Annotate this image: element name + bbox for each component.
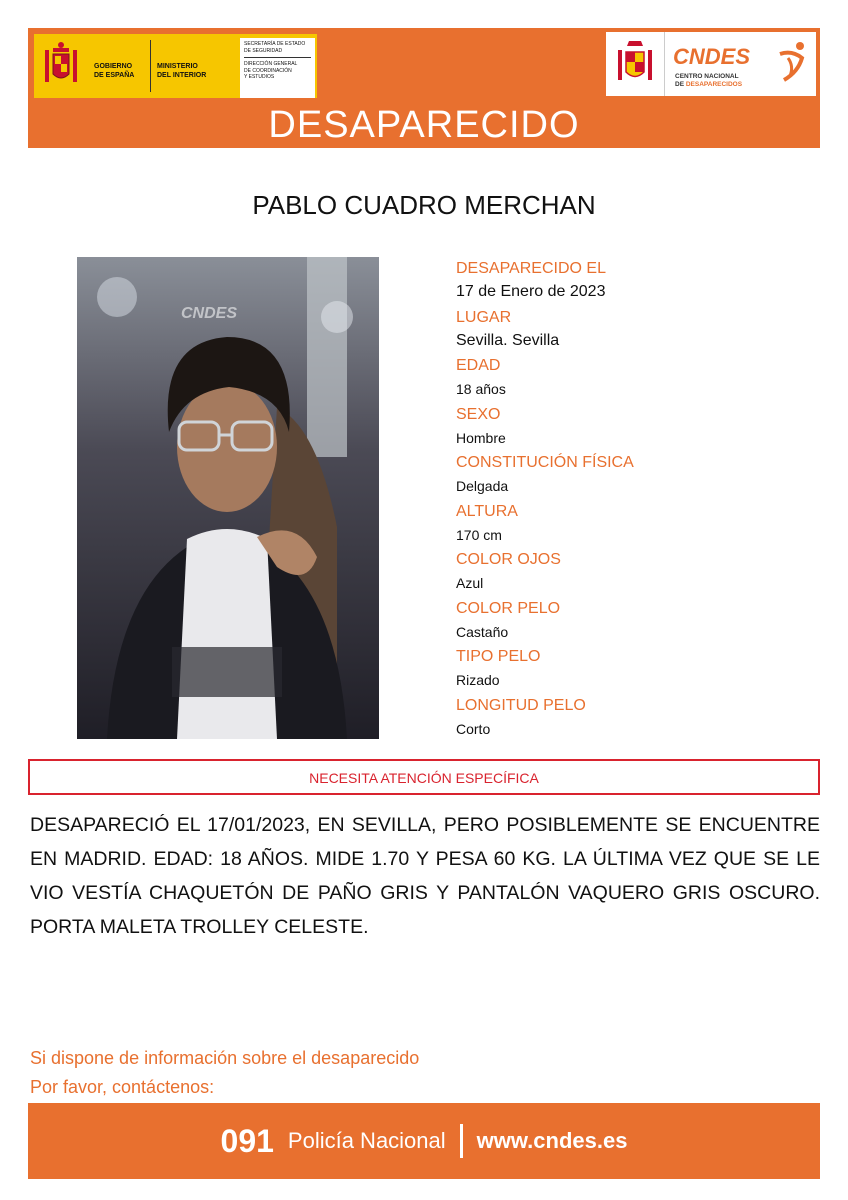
detail-lugar [456, 307, 816, 356]
detail-label: ALTURA [456, 502, 518, 520]
running-figure-icon [774, 40, 810, 84]
detail-altura [456, 501, 816, 550]
sec-line1: SECRETARÍA DE ESTADO [244, 41, 306, 47]
detail-desaparecido-el [456, 258, 816, 307]
header-banner [28, 28, 820, 148]
sec-divider [244, 57, 311, 58]
detail-label: DESAPARECIDO EL [456, 260, 606, 277]
detail-label: COLOR PELO [456, 599, 561, 617]
detail-value: Azul [456, 575, 484, 591]
detail-label: LUGAR [456, 308, 512, 326]
footer-divider [460, 1124, 463, 1158]
spain-crest-icon [34, 34, 88, 98]
footer-banner [28, 1103, 820, 1179]
royal-crest-icon [606, 32, 665, 96]
person-photo [77, 257, 379, 739]
gov-line1: GOBIERNO [94, 63, 133, 70]
gov-text [88, 40, 150, 92]
poster-title: DESAPARECIDO [268, 104, 580, 146]
contact-prompt [30, 1044, 419, 1102]
contact-line1: Si dispone de información sobre el desaparecido [30, 1048, 420, 1068]
detail-label: TIPO PELO [456, 648, 541, 665]
detail-color-pelo [456, 598, 816, 647]
cndes-sub-de: DE [675, 81, 686, 88]
person-name: PABLO CUADRO MERCHAN [252, 190, 596, 220]
detail-edad [456, 355, 816, 404]
phone-number[interactable]: 091 [220, 1122, 274, 1159]
detail-label: EDAD [456, 357, 501, 374]
detail-color-ojos [456, 549, 816, 598]
sec-line2: DE SEGURIDAD [244, 47, 283, 54]
detail-label: COLOR OJOS [456, 551, 561, 568]
detail-value: Corto [456, 720, 491, 737]
dir-line2: DE COORDINACIÓN [244, 67, 292, 74]
detail-label: SEXO [456, 405, 501, 423]
cndes-wordmark: CNDES [673, 44, 751, 69]
cndes-logo-box [606, 32, 816, 96]
detail-label: CONSTITUCIÓN FÍSICA [456, 454, 634, 471]
cndes-subtitle [675, 73, 742, 89]
detail-constitucion [456, 452, 816, 501]
website-link[interactable]: www.cndes.es [476, 1128, 628, 1153]
agency-name: Policía Nacional [287, 1128, 446, 1153]
detail-longitud-pelo [456, 695, 816, 744]
attention-alert: NECESITA ATENCIÓN ESPECÍFICA [28, 759, 820, 795]
dir-line3: Y ESTUDIOS [244, 74, 275, 80]
description-text: DESAPARECIÓ EL 17/01/2023, EN SEVILLA, PERO POSIBLEMENTE SE ENCUENTRE EN MADRID. EDAD: 18 AÑOS. MIDE 1.70 Y PESA 60 KG. LA ÚLTIMA VEZ QUE SE LE VIO VESTÍA CHAQUETÓN DE PAÑO GRIS Y PANTALÓN VAQUERO GRIS OSCURO. PORTA MALETA TROLLEY CELESTE. [30, 814, 820, 938]
ministry-line2: DEL INTERIOR [157, 72, 207, 79]
government-logo [34, 34, 317, 98]
cndes-sub-desaparecidos: DESAPARECIDOS [685, 81, 743, 88]
cndes-sub-line2 [675, 81, 742, 89]
dir-line1: DIRECCIÓN GENERAL [244, 61, 298, 67]
detail-value: Delgada [456, 478, 509, 494]
detail-value: Rizado [456, 672, 500, 688]
ministry-text [150, 40, 230, 92]
detail-tipo-pelo [456, 646, 816, 695]
detail-value: Hombre [456, 429, 506, 446]
cndes-logo [665, 32, 816, 96]
detail-value: Sevilla. Sevilla [456, 331, 560, 349]
secretaria-box [240, 38, 315, 98]
detail-value: 18 años [456, 381, 506, 397]
photo-watermark: CNDES [181, 305, 238, 322]
detail-value: 170 cm [456, 526, 502, 543]
ministry-line1: MINISTERIO [157, 63, 198, 70]
details-list [456, 258, 816, 743]
detail-label: LONGITUD PELO [456, 696, 586, 714]
detail-sexo [456, 404, 816, 453]
detail-value: 17 de Enero de 2023 [456, 283, 606, 300]
gov-line2: DE ESPAÑA [94, 72, 135, 79]
cndes-sub-line1: CENTRO NACIONAL [675, 73, 739, 80]
contact-line2: Por favor, contáctenos: [30, 1077, 215, 1097]
detail-value: Castaño [456, 623, 509, 640]
